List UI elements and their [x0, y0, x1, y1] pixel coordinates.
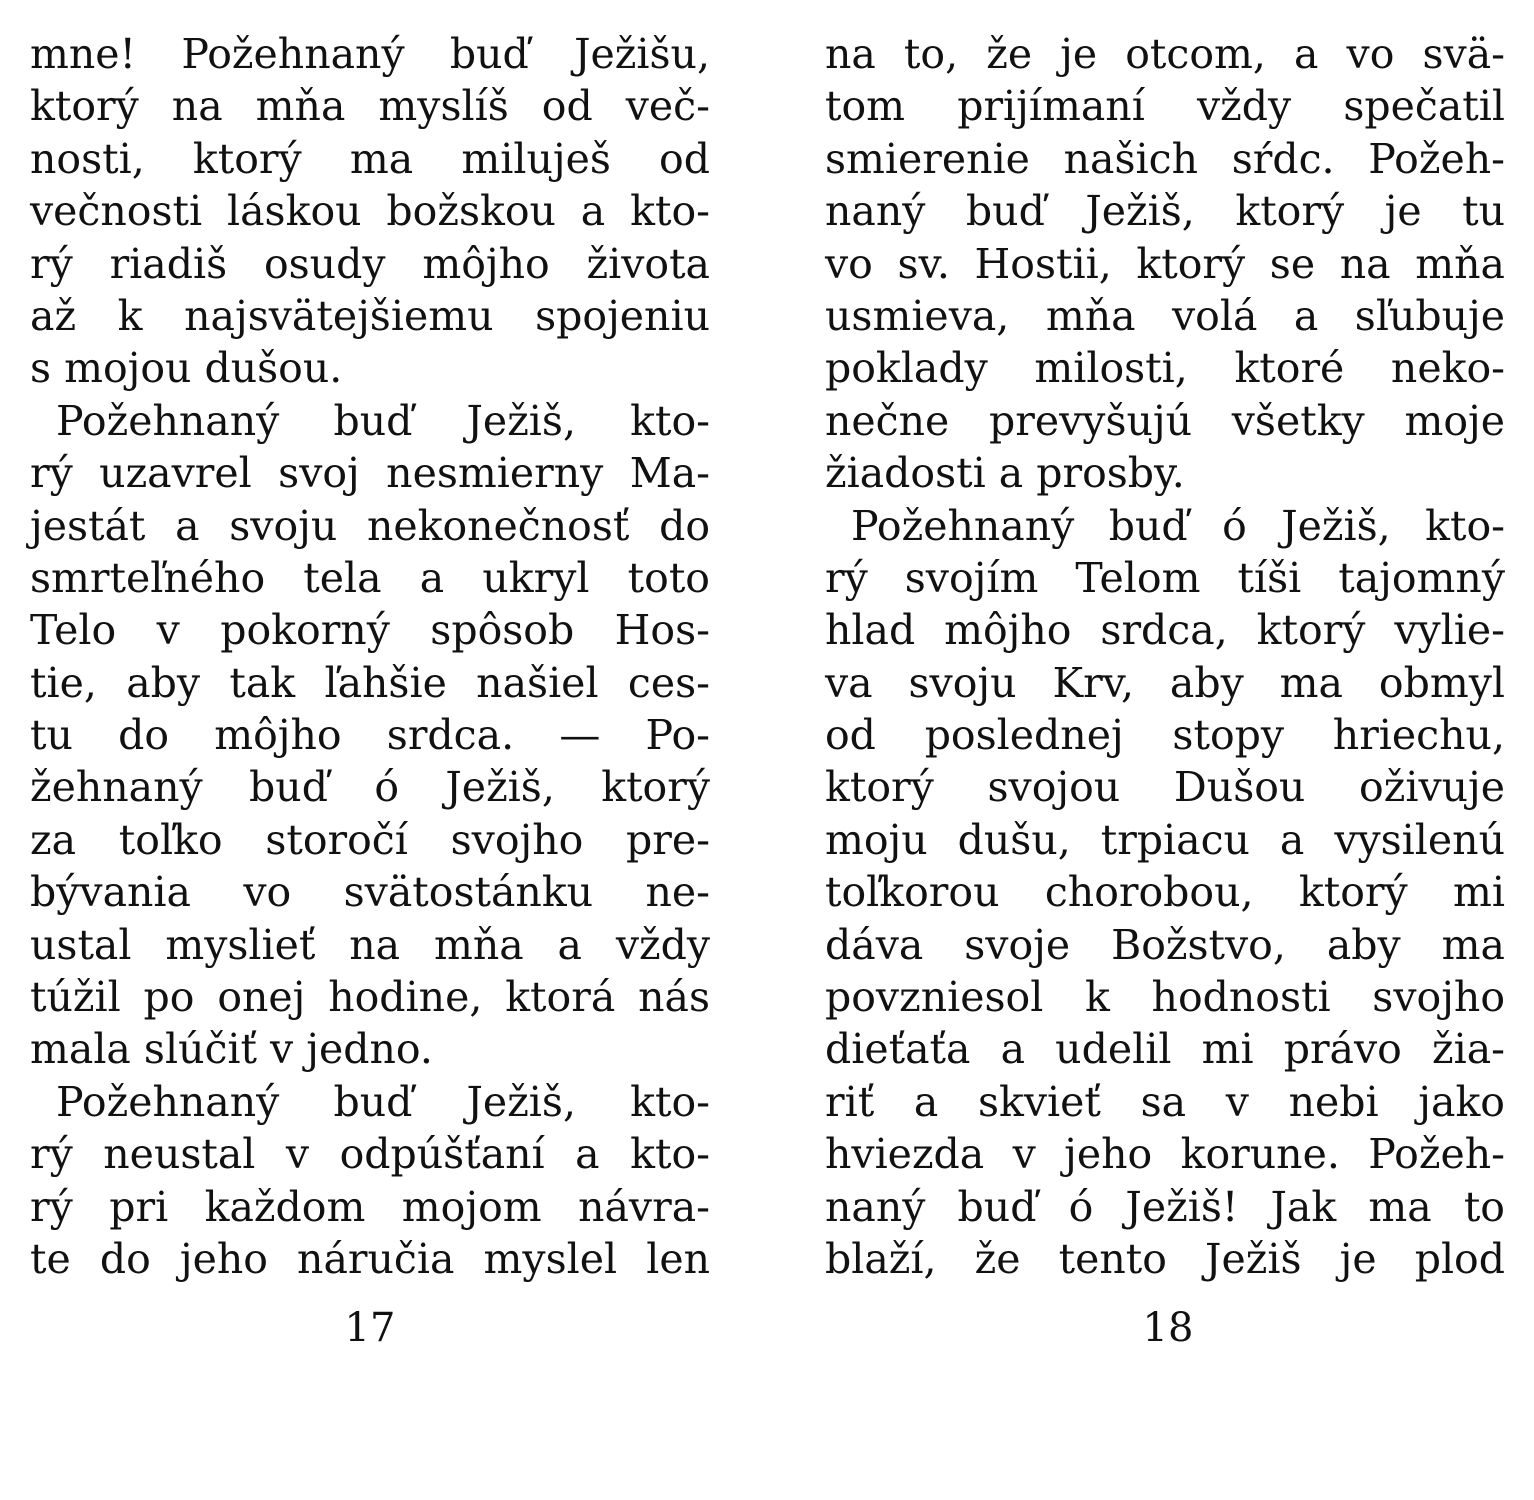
text-line: dáva svoje Božstvo, aby ma	[825, 920, 1505, 969]
text-line: až k najsvätejšiemu spojeniu	[30, 291, 710, 340]
text-line: va svoju Krv, aby ma obmyl	[825, 658, 1505, 707]
text-line: bývania vo svätostánku ne-	[30, 868, 710, 917]
text-line: ustal myslieť na mňa a vždy	[30, 920, 710, 969]
text-line: dieťaťa a udelil mi právo žia-	[825, 1025, 1505, 1074]
text-line: te do jeho náručia myslel len	[30, 1234, 710, 1283]
text-line: tie, aby tak ľahšie našiel ces-	[30, 658, 710, 707]
right-page	[825, 28, 1505, 1285]
left-page	[30, 28, 710, 1285]
text-line: Telo v pokorný spôsob Hos-	[30, 606, 710, 655]
text-line: od poslednej stopy hriechu,	[825, 711, 1505, 760]
text-line: naný buď Ježiš, ktorý je tu	[825, 187, 1505, 236]
text-line: povzniesol k hodnosti svojho	[825, 973, 1505, 1022]
text-line: moju dušu, trpiacu a vysilenú	[825, 815, 1505, 864]
text-line: žiadosti a prosby.	[825, 449, 1185, 498]
text-line: mne! Požehnaný buď Ježišu,	[30, 30, 710, 78]
text-line: tu do môjho srdca. — Po-	[30, 711, 710, 760]
text-line: večnosti láskou božskou a kto-	[30, 187, 710, 236]
text-line: rý svojím Telom tíši tajomný	[825, 553, 1505, 602]
text-line: riť a skvieť sa v nebi jako	[825, 1077, 1505, 1126]
text-line: rý neustal v odpúšťaní a kto-	[30, 1130, 710, 1179]
text-line: blaží, že tento Ježiš je plod	[825, 1234, 1505, 1283]
text-line: nosti, ktorý ma miluješ od	[30, 134, 710, 183]
text-line: ktorý na mňa myslíš od več-	[30, 82, 710, 131]
text-line: na to, že je otcom, a vo svä-	[825, 30, 1505, 78]
text-line: Požehnaný buď Ježiš, kto-	[56, 396, 710, 445]
text-line: smrteľného tela a ukryl toto	[30, 553, 710, 602]
text-line: s mojou dušou.	[30, 344, 343, 393]
text-line: za toľko storočí svojho pre-	[30, 815, 710, 864]
text-line: vo sv. Hostii, ktorý se na mňa	[825, 239, 1505, 288]
text-line: túžil po onej hodine, ktorá nás	[30, 973, 710, 1022]
text-line: nečne prevyšujú všetky moje	[825, 396, 1505, 445]
text-line: rý uzavrel svoj nesmierny Ma-	[30, 449, 710, 498]
text-line: žehnaný buď ó Ježiš, ktorý	[30, 763, 710, 812]
text-line: poklady milosti, ktoré neko-	[825, 344, 1505, 393]
page-number: 17	[344, 1305, 396, 1351]
page-number: 18	[1142, 1305, 1194, 1351]
text-line: smierenie našich sŕdc. Požeh-	[825, 134, 1505, 183]
text-line: ktorý svojou Dušou oživuje	[825, 763, 1505, 812]
text-line: Požehnaný buď ó Ježiš, kto-	[851, 501, 1505, 550]
text-line: mala slúčiť v jedno.	[30, 1025, 433, 1074]
text-line: Požehnaný buď Ježiš, kto-	[56, 1077, 710, 1126]
text-line: jestát a svoju nekonečnosť do	[30, 501, 710, 550]
text-line: hviezda v jeho korune. Požeh-	[825, 1130, 1505, 1179]
text-line: hlad môjho srdca, ktorý vylie-	[825, 606, 1505, 655]
text-line: toľkorou chorobou, ktorý mi	[825, 868, 1505, 917]
text-line: tom prijímaní vždy spečatil	[825, 82, 1505, 131]
text-line: rý pri každom mojom návra-	[30, 1182, 710, 1231]
text-line: usmieva, mňa volá a sľubuje	[825, 291, 1505, 340]
text-line: naný buď ó Ježiš! Jak ma to	[825, 1182, 1505, 1231]
text-line: rý riadiš osudy môjho života	[30, 239, 710, 288]
